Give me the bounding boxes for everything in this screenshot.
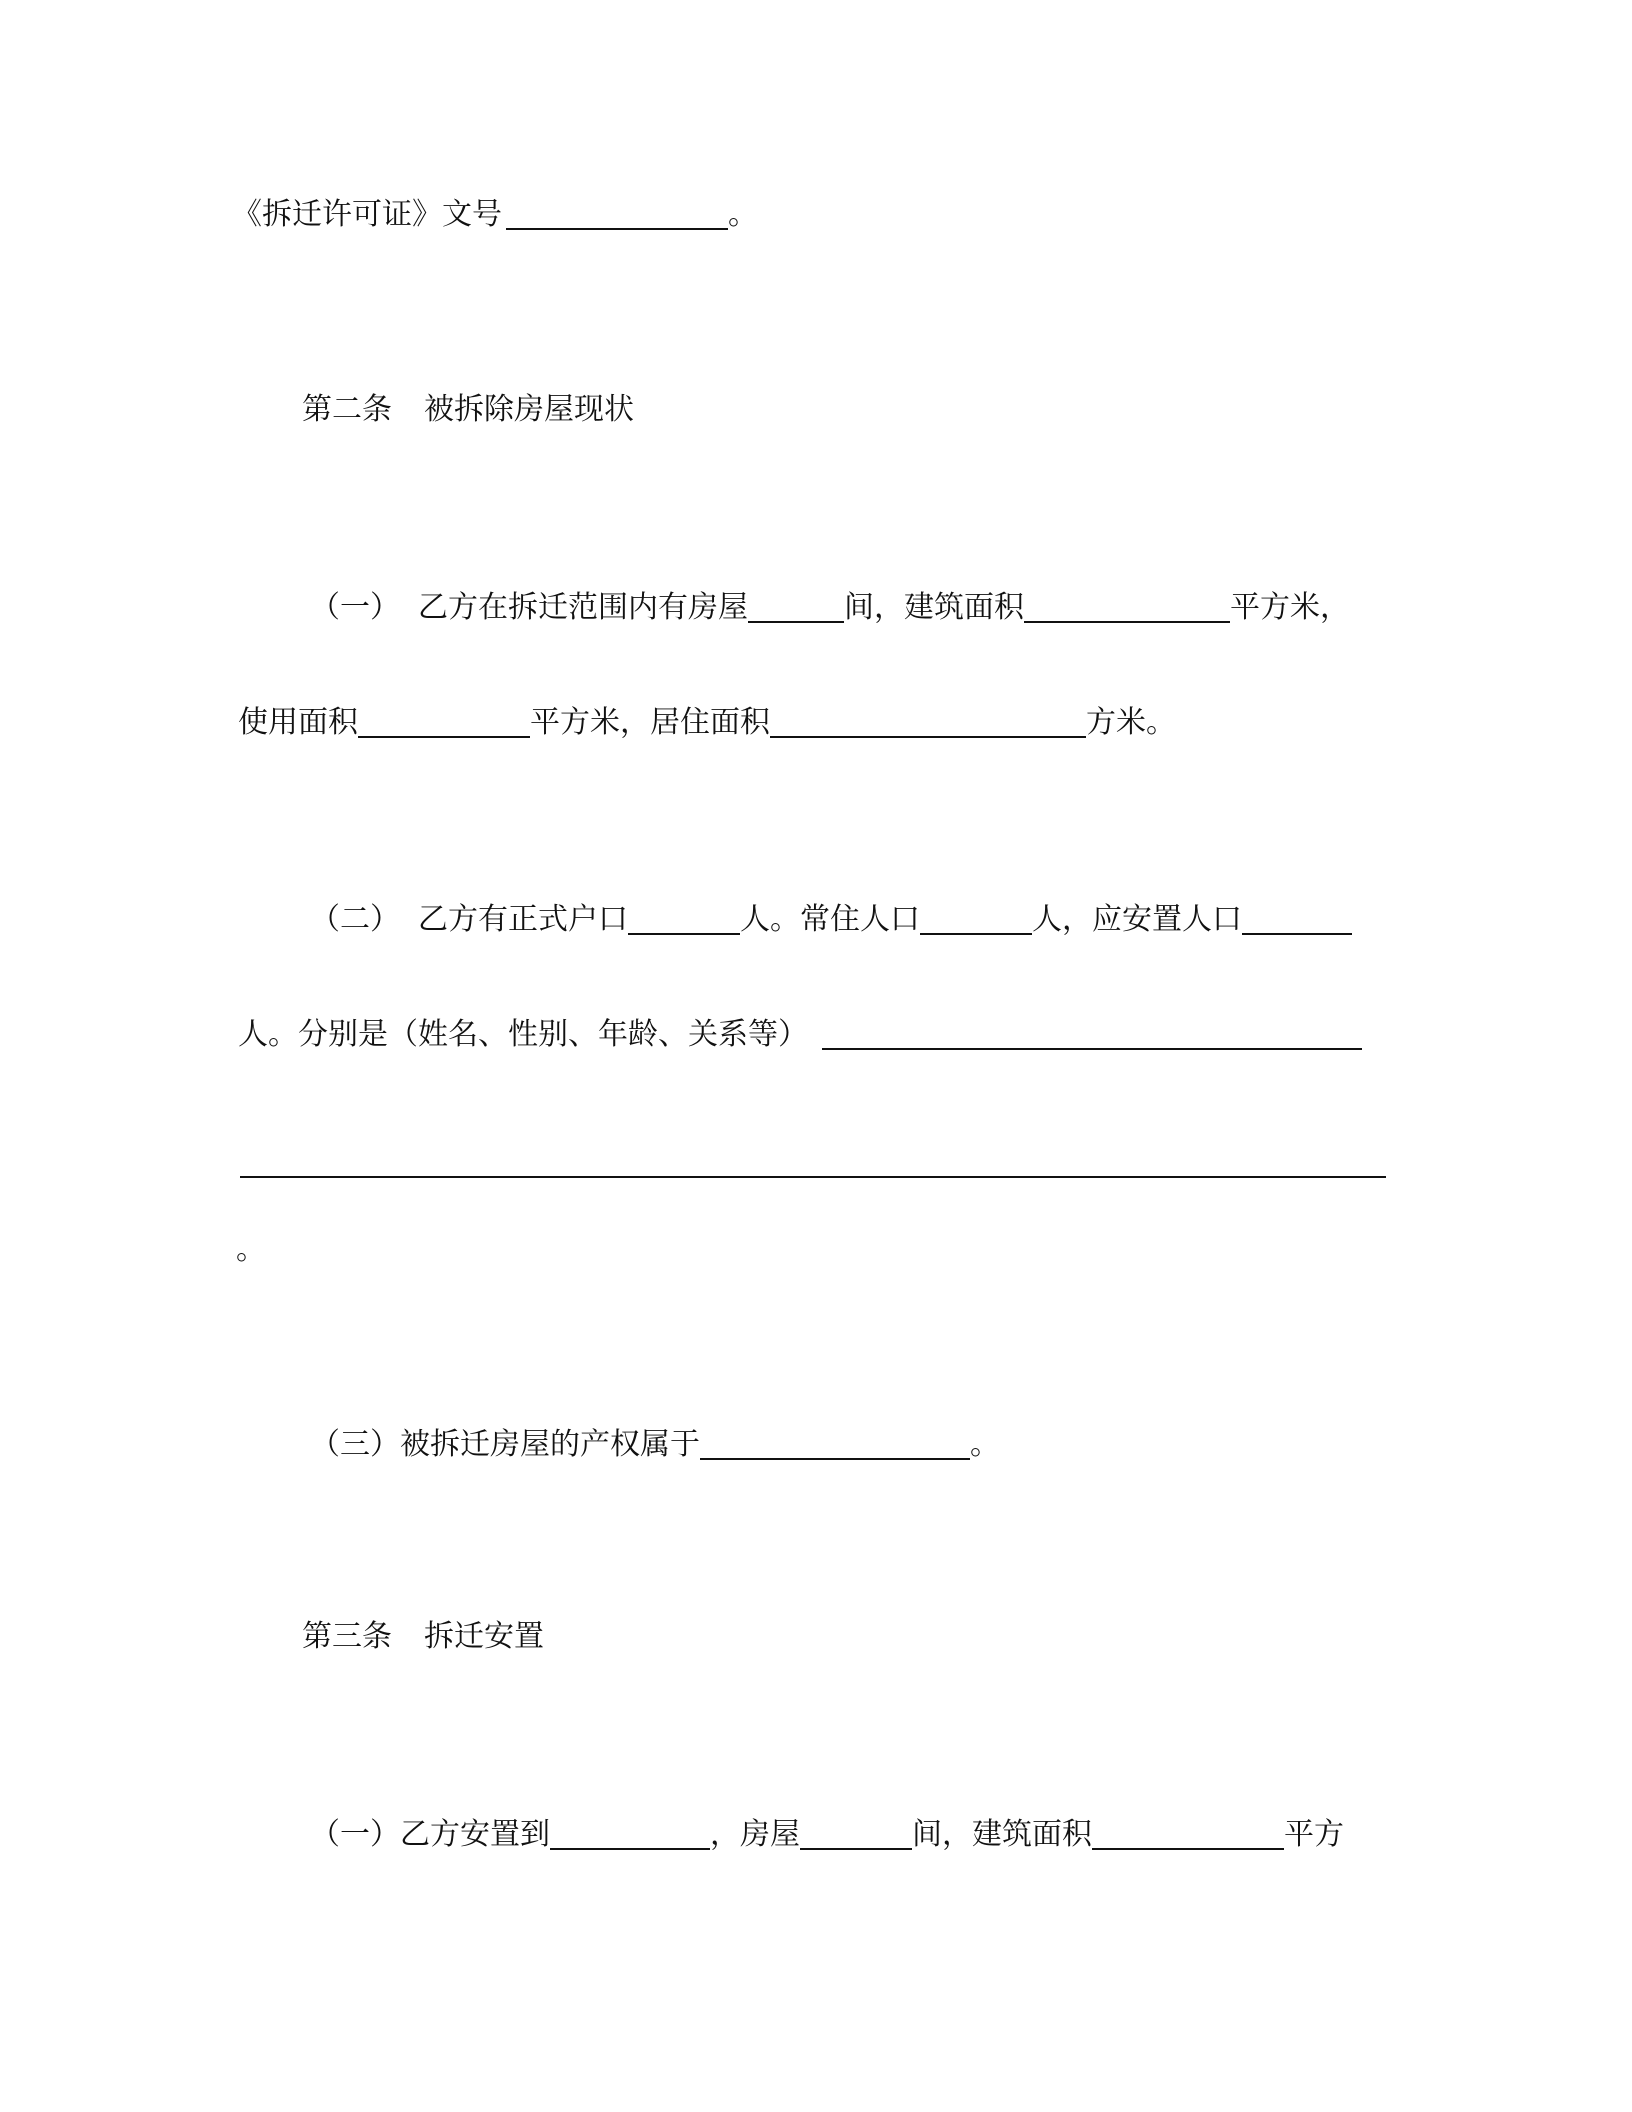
clause-2-1-line-2 xyxy=(238,703,1176,743)
article-2-heading xyxy=(302,390,634,430)
clause-text: 使用面积 xyxy=(238,705,358,740)
usable-area-blank[interactable] xyxy=(358,708,530,738)
clause-text: （一）乙方安置到 xyxy=(310,1817,550,1852)
article-3-heading xyxy=(302,1617,544,1657)
period: 。 xyxy=(728,197,758,232)
resettle-count-blank[interactable] xyxy=(1242,905,1352,935)
clause-2-3-line xyxy=(310,1425,1000,1465)
clause-text: 人，应安置人口 xyxy=(1032,902,1242,937)
clause-text: 平方米， xyxy=(1230,590,1350,625)
clause-text: （三）被拆迁房屋的产权属于 xyxy=(310,1427,700,1462)
member-details-blank-continued[interactable] xyxy=(240,1176,1386,1178)
article-2-number: 第二条 xyxy=(302,392,392,427)
clause-text: 间，建筑面积 xyxy=(912,1817,1092,1852)
permit-number-label: 《拆迁许可证》文号 xyxy=(232,197,502,232)
living-area-blank[interactable] xyxy=(770,708,1086,738)
permit-number-blank[interactable] xyxy=(506,200,728,230)
ownership-blank[interactable] xyxy=(700,1430,970,1460)
clause-number: （二） xyxy=(310,902,400,937)
article-3-number: 第三条 xyxy=(302,1619,392,1654)
clause-text: 乙方有正式户口 xyxy=(418,902,628,937)
clause-2-2-line-1 xyxy=(310,900,1352,940)
clause-text: 乙方在拆迁范围内有房屋 xyxy=(418,590,748,625)
clause-2-2-line-4 xyxy=(236,1230,266,1270)
clause-text: 方米。 xyxy=(1086,705,1176,740)
period: 。 xyxy=(236,1232,266,1267)
clause-text: 平方 xyxy=(1284,1817,1344,1852)
resettle-room-count-blank[interactable] xyxy=(800,1820,912,1850)
article-2-title: 被拆除房屋现状 xyxy=(424,392,634,427)
room-count-blank[interactable] xyxy=(748,593,844,623)
building-area-blank[interactable] xyxy=(1024,593,1230,623)
period: 。 xyxy=(970,1427,1000,1462)
resettle-area-blank[interactable] xyxy=(1092,1820,1284,1850)
clause-text: 人。常住人口 xyxy=(740,902,920,937)
registered-residents-blank[interactable] xyxy=(628,905,740,935)
clause-2-1-line-1 xyxy=(310,588,1350,628)
permanent-residents-blank[interactable] xyxy=(920,905,1032,935)
member-details-blank[interactable] xyxy=(822,1020,1362,1050)
clause-number: （一） xyxy=(310,590,400,625)
clause-text: 平方米，居住面积 xyxy=(530,705,770,740)
clause-text: 间，建筑面积 xyxy=(844,590,1024,625)
article-3-title: 拆迁安置 xyxy=(424,1619,544,1654)
clause-2-2-line-2 xyxy=(238,1015,1362,1055)
clause-text: ，房屋 xyxy=(710,1817,800,1852)
clause-3-1-line-1 xyxy=(310,1815,1344,1855)
resettle-location-blank[interactable] xyxy=(550,1820,710,1850)
clause-text: 人。分别是（姓名、性别、年龄、关系等） xyxy=(238,1017,808,1052)
permit-number-line xyxy=(232,195,758,235)
